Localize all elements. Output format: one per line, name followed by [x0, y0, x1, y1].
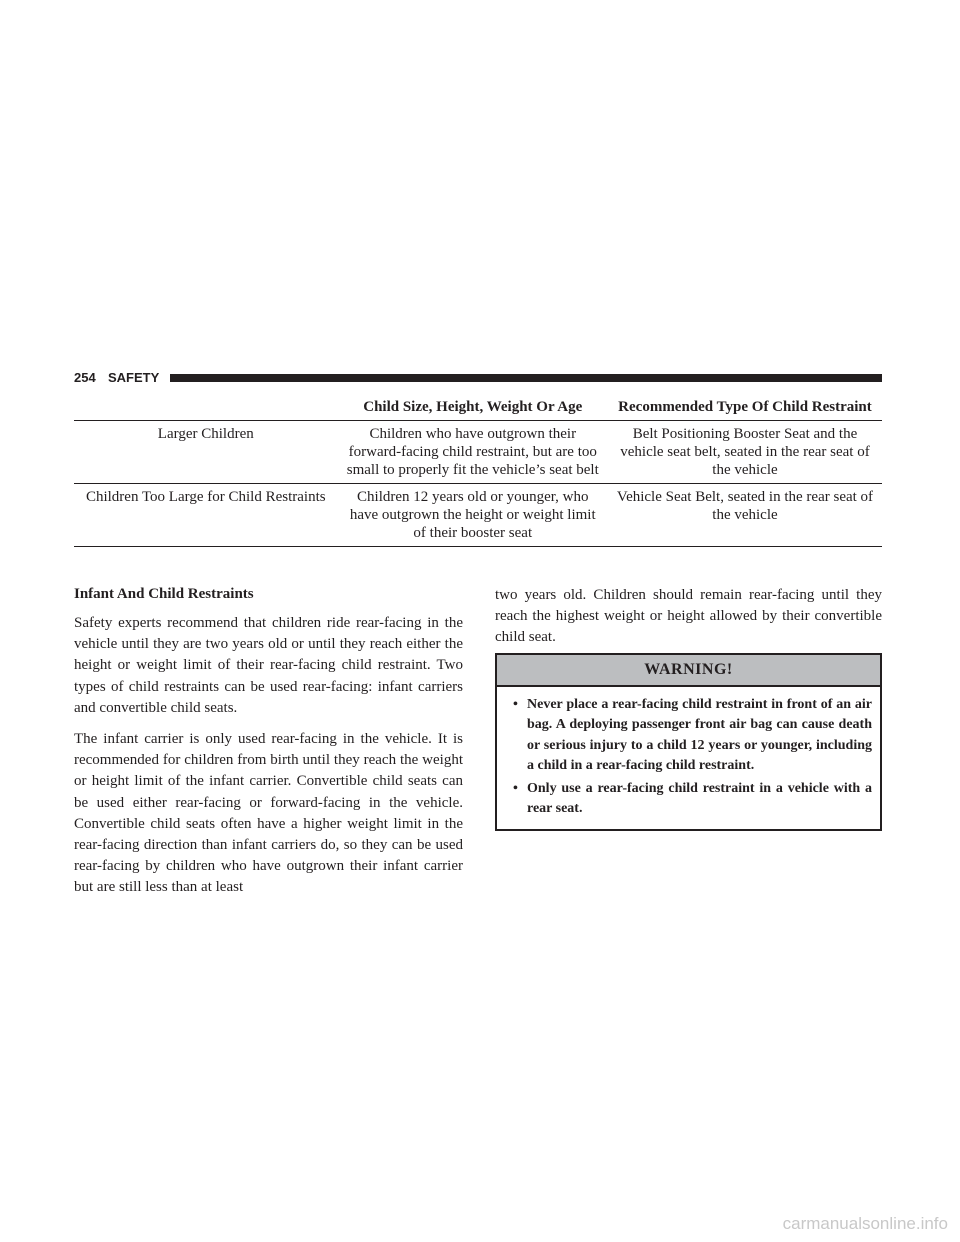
page-header [74, 370, 882, 386]
body-paragraph: The infant carrier is only used rear-facing in the vehicle. It is recommended for children from birth until they reach the weight or height limit of the infant carrier. Convertible child seats can be used either rear-facing or forward-facing in the vehicle. Convertible child seats often have a higher weight limit in the rear-facing direction than infant carriers do, so they can be used rear-facing by children who have outgrown their infant carrier but are still less than at least [74, 731, 463, 896]
page-number: 254 [74, 370, 96, 385]
section-heading: Infant And Child Restraints [74, 586, 254, 602]
bullet-icon: • [513, 697, 518, 712]
warning-item [505, 779, 872, 820]
body-paragraph-continued: two years old. Children should remain rear-facing until they reach the highest weight or height allowed by their convertible child seat. [495, 587, 882, 646]
table-cell: Belt Positioning Booster Seat and the vehicle seat belt, seated in the rear seat of the vehicle [620, 426, 870, 478]
table-header-cell [74, 394, 338, 421]
warning-item-text: Never place a rear-facing child restraint in front of an air bag. A deploying passenger front air bag can cause death or serious injury to a child 12 years or younger, including a child in a rear-facing child restraint. [527, 697, 872, 774]
right-column [495, 585, 882, 659]
warning-box [495, 653, 882, 831]
restraint-table [74, 394, 882, 547]
table-header-cell: Recommended Type Of Child Restraint [618, 399, 872, 415]
table-cell: Larger Children [157, 426, 254, 442]
table-cell: Children who have outgrown their forward-facing child restraint, but are too small to properly fit the vehicle’s seat belt [346, 426, 599, 478]
table-row [74, 484, 882, 547]
warning-item-text: Only use a rear-facing child restraint in a vehicle with a rear seat. [527, 780, 872, 817]
warning-item [505, 695, 872, 777]
warning-title: WARNING! [497, 655, 880, 687]
warning-body [497, 687, 880, 829]
table-cell: Children 12 years old or younger, who have outgrown the height or weight limit of their booster seat [349, 489, 596, 541]
watermark: carmanualsonline.info [782, 1214, 948, 1233]
table-row [74, 421, 882, 484]
section-title: SAFETY [108, 370, 160, 385]
left-column [74, 585, 463, 909]
header-rule [170, 374, 882, 382]
table-header-cell: Child Size, Height, Weight Or Age [363, 399, 583, 415]
bullet-icon: • [513, 780, 518, 796]
table-header-row [74, 394, 882, 421]
body-paragraph: Safety experts recommend that children ride rear-facing in the vehicle until they are two years old or until they reach either the height or weight limit of their rear-facing child restraint. Two types of child restraints can be used rear-facing: infant carriers and convertible child seats. [74, 615, 463, 716]
table-cell: Vehicle Seat Belt, seated in the rear seat of the vehicle [616, 489, 874, 523]
table-cell: Children Too Large for Child Restraints [85, 489, 326, 505]
